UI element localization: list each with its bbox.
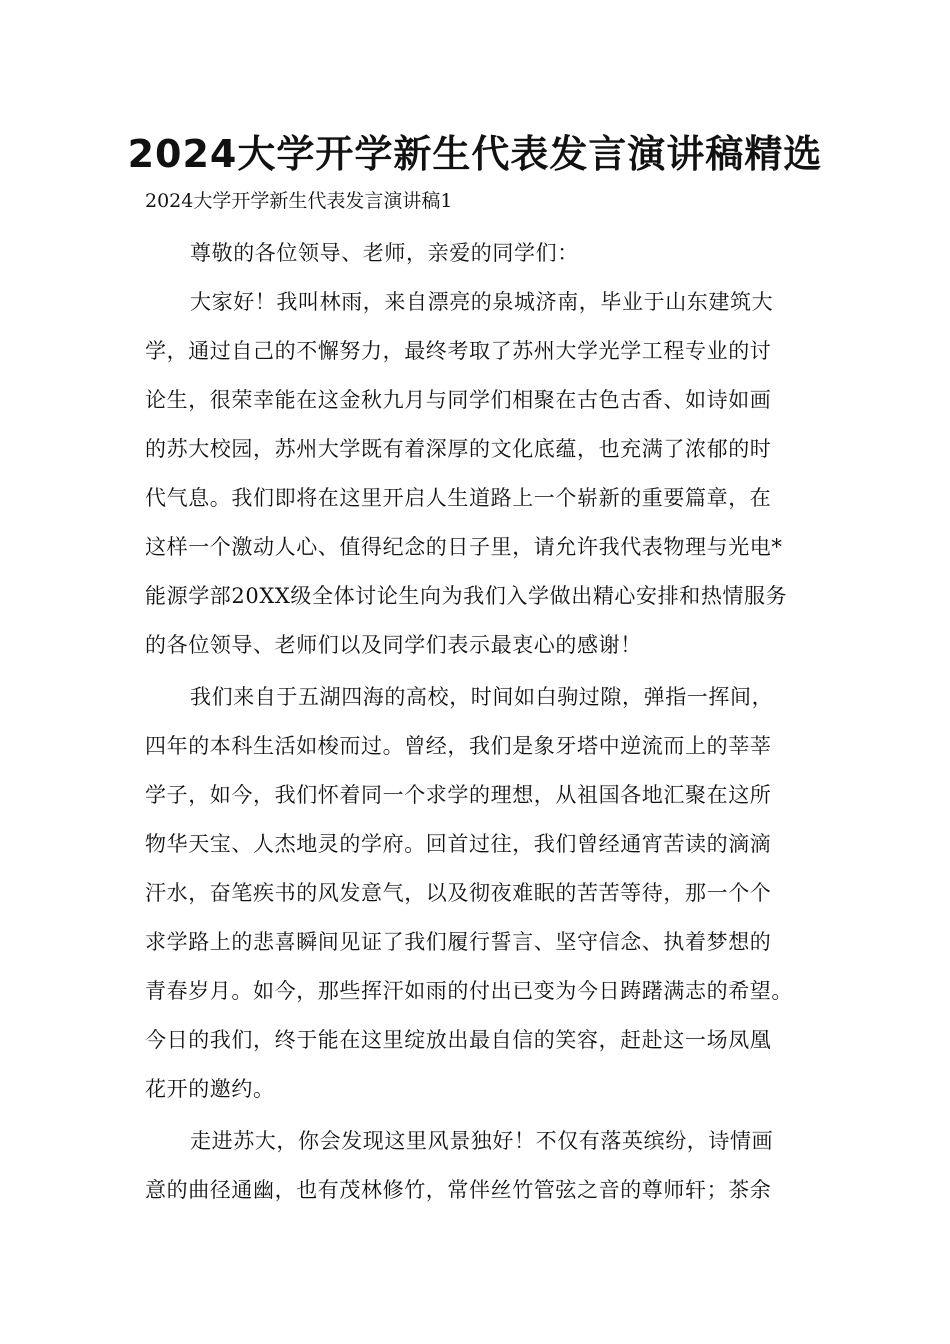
paragraph-1-line-3: 论生，很荣幸能在这金秋九月与同学们相聚在古色古香、如诗如画 xyxy=(145,388,772,412)
paragraph-2-line-2: 四年的本科生活如梭而过。曾经，我们是象牙塔中逆流而上的莘莘 xyxy=(145,734,772,758)
paragraph-2-line-9: 花开的邀约。 xyxy=(145,1077,275,1101)
paragraph-1-line-7: 能源学部20XX级全体讨论生向为我们入学做出精心安排和热情服务 xyxy=(145,584,788,608)
salutation-line: 尊敬的各位领导、老师，亲爱的同学们： xyxy=(190,241,579,265)
paragraph-2-line-3: 学子，如今，我们怀着同一个求学的理想，从祖国各地汇聚在这所 xyxy=(145,783,772,807)
paragraph-1-line-5: 代气息。我们即将在这里开启人生道路上一个崭新的重要篇章，在 xyxy=(145,486,772,510)
document-subtitle: 2024大学开学新生代表发言演讲稿1 xyxy=(145,190,453,212)
document-title: 2024大学开学新生代表发言演讲稿精选 xyxy=(127,132,823,176)
paragraph-2-line-8: 今日的我们，终于能在这里绽放出最自信的笑容，赶赴这一场凤凰 xyxy=(145,1028,772,1052)
paragraph-1-line-4: 的苏大校园，苏州大学既有着深厚的文化底蕴，也充满了浓郁的时 xyxy=(145,437,772,461)
paragraph-1-line-8: 的各位领导、老师们以及同学们表示最衷心的感谢！ xyxy=(145,633,642,657)
paragraph-2-line-4: 物华天宝、人杰地灵的学府。回首过往，我们曾经通宵苦读的滴滴 xyxy=(145,832,772,856)
paragraph-1-line-1: 大家好！我叫林雨，来自漂亮的泉城济南，毕业于山东建筑大 xyxy=(190,290,774,314)
paragraph-2-line-5: 汗水，奋笔疾书的风发意气，以及彻夜难眠的苦苦等待，那一个个 xyxy=(145,881,772,905)
paragraph-2-line-6: 求学路上的悲喜瞬间见证了我们履行誓言、坚守信念、执着梦想的 xyxy=(145,930,772,954)
paragraph-1-line-6: 这样一个激动人心、值得纪念的日子里，请允许我代表物理与光电* xyxy=(145,535,783,559)
paragraph-3-line-1: 走进苏大，你会发现这里风景独好！不仅有落英缤纷，诗情画 xyxy=(190,1129,774,1153)
paragraph-3-line-2: 意的曲径通幽，也有茂林修竹，常伴丝竹管弦之音的尊师轩；茶余 xyxy=(145,1178,772,1202)
paragraph-1-line-2: 学，通过自己的不懈努力，最终考取了苏州大学光学工程专业的讨 xyxy=(145,339,772,363)
paragraph-2-line-1: 我们来自于五湖四海的高校，时间如白驹过隙，弹指一挥间， xyxy=(190,685,774,709)
paragraph-2-line-7: 青春岁月。如今，那些挥汗如雨的付出已变为今日踌躇满志的希望。 xyxy=(145,979,793,1003)
